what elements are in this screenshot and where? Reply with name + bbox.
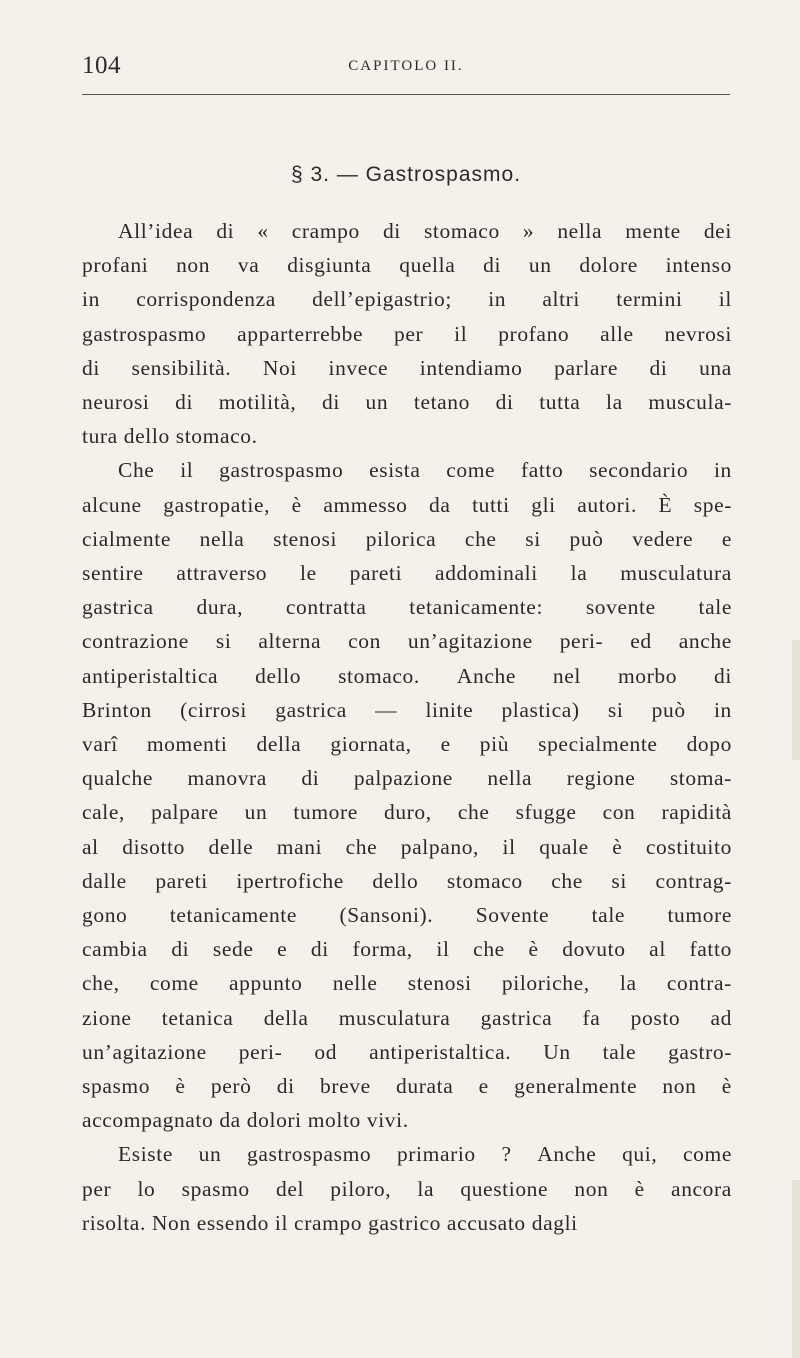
paragraph bbox=[82, 214, 732, 453]
paragraph bbox=[82, 1137, 732, 1240]
text-line: spasmo è però di breve durata e generalmente non è bbox=[82, 1074, 732, 1099]
text-line: per lo spasmo del piloro, la questione non è ancora bbox=[82, 1176, 732, 1201]
text-line: gastrica dura, contratta tetanicamente: sovente tale bbox=[82, 595, 732, 620]
running-head: CAPITOLO II. bbox=[348, 58, 464, 74]
text-line: neurosi di motilità, di un tetano di tutta la muscula- bbox=[82, 390, 732, 415]
text-line: risolta. Non essendo il crampo gastrico accusato dagli bbox=[82, 1210, 578, 1235]
text-line: Brinton (cirrosi gastrica — linite plastica) si può in bbox=[82, 697, 732, 722]
text-line: in corrispondenza dell’epigastrio; in altri termini il bbox=[82, 287, 732, 312]
text-line: gono tetanicamente (Sansoni). Sovente tale tumore bbox=[82, 903, 732, 928]
text-line: profani non va disgiunta quella di un dolore intenso bbox=[82, 253, 732, 278]
text-line: cambia di sede e di forma, il che è dovuto al fatto bbox=[82, 937, 732, 962]
page-edge-shadow bbox=[792, 1180, 800, 1358]
text-line: All’idea di « crampo di stomaco » nella mente dei bbox=[118, 219, 732, 243]
text-line: al disotto delle mani che palpano, il quale è costituito bbox=[82, 834, 732, 859]
text-line: tura dello stomaco. bbox=[82, 424, 258, 449]
text-line: cale, palpare un tumore duro, che sfugge con rapidità bbox=[82, 800, 732, 825]
header-rule bbox=[82, 94, 730, 95]
text-line: contrazione si alterna con un’agitazione peri- ed anche bbox=[82, 629, 732, 654]
text-line: gastrospasmo apparterrebbe per il profano alle nevrosi bbox=[82, 321, 732, 346]
text-line: Esiste un gastrospasmo primario ? Anche qui, come bbox=[118, 1142, 732, 1167]
page-header bbox=[82, 50, 730, 90]
text-line: che, come appunto nelle stenosi piloriche, la contra- bbox=[82, 971, 732, 996]
text-line: dalle pareti ipertrofiche dello stomaco che si contrag- bbox=[82, 868, 732, 893]
page-edge-shadow bbox=[792, 640, 800, 760]
text-line: accompagnato da dolori molto vivi. bbox=[82, 1108, 409, 1133]
text-line: un’agitazione peri- od antiperistaltica. Un tale gastro- bbox=[82, 1039, 732, 1064]
page-number: 104 bbox=[82, 52, 121, 79]
text-line: di sensibilità. Noi invece intendiamo parlare di una bbox=[82, 355, 732, 380]
paragraph bbox=[82, 453, 732, 1137]
text-line: zione tetanica della musculatura gastrica fa posto ad bbox=[82, 1005, 732, 1030]
text-line: cialmente nella stenosi pilorica che si può vedere e bbox=[82, 526, 732, 551]
text-line: sentire attraverso le pareti addominali la musculatura bbox=[82, 561, 732, 586]
text-line: alcune gastropatie, è ammesso da tutti gli autori. È spe- bbox=[82, 492, 732, 517]
text-line: Che il gastrospasmo esista come fatto secondario in bbox=[118, 458, 732, 483]
text-line: antiperistaltica dello stomaco. Anche nel morbo di bbox=[82, 663, 732, 688]
text-line: varî momenti della giornata, e più specialmente dopo bbox=[82, 732, 732, 757]
section-title: § 3. — Gastrospasmo. bbox=[290, 163, 522, 186]
text-line: qualche manovra di palpazione nella regione stoma- bbox=[82, 766, 732, 791]
body-text bbox=[82, 214, 732, 1240]
